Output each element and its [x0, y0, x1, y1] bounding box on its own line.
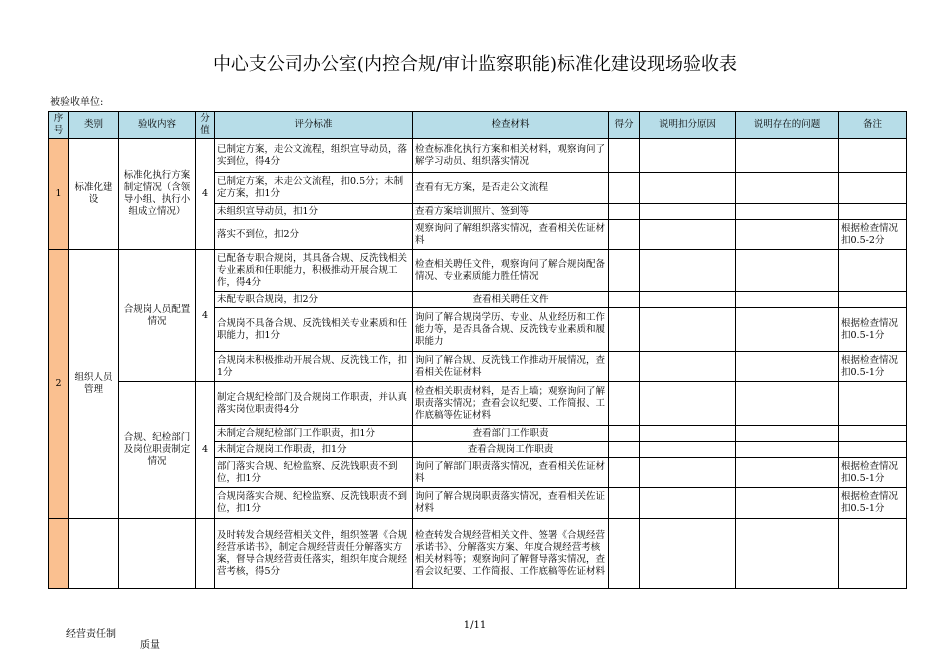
table-row: [49, 382, 907, 426]
remarks-cell: 根据检查情况扣0.5-1分: [839, 308, 907, 352]
material-cell: 询问了解合规、反洗钱工作推动开展情况，查看相关佐证材料: [413, 352, 609, 382]
standard-cell: 未配专职合规岗，扣2分: [215, 292, 413, 308]
remarks-cell: [839, 204, 907, 220]
remarks-cell: [839, 139, 907, 173]
issues-cell[interactable]: [736, 442, 839, 458]
deduction-cell[interactable]: [640, 292, 736, 308]
issues-cell[interactable]: [736, 382, 839, 426]
category-cell: 组织人员管理: [69, 250, 119, 519]
material-cell: 询问了解合规岗学历、专业、从业经历和工作能力等，是否具备合规、反洗钱专业素质和履职能力: [413, 308, 609, 352]
header-standard: 评分标准: [215, 112, 413, 139]
standard-cell: 合规岗未积极推动开展合规、反洗钱工作，扣1分: [215, 352, 413, 382]
issues-cell[interactable]: [736, 458, 839, 488]
issues-cell[interactable]: [736, 173, 839, 204]
points-cell[interactable]: [609, 308, 640, 352]
footer-category: 经营责任制: [66, 629, 116, 640]
points-cell[interactable]: [609, 220, 640, 250]
score-cell: 4: [196, 382, 215, 519]
deduction-cell[interactable]: [640, 139, 736, 173]
deduction-cell[interactable]: [640, 204, 736, 220]
points-cell[interactable]: [609, 250, 640, 292]
points-cell[interactable]: [609, 173, 640, 204]
points-cell[interactable]: [609, 426, 640, 442]
issues-cell[interactable]: [736, 204, 839, 220]
material-cell: 检查相关聘任文件，观察询问了解合规岗配备情况、专业素质能力胜任情况: [413, 250, 609, 292]
issues-cell[interactable]: [736, 352, 839, 382]
content-cell: 标准化执行方案制定情况（含领导小组、执行小组成立情况）: [119, 139, 196, 250]
standard-cell: 已制定方案，未走公文流程，扣0.5分；未制定方案，扣1分: [215, 173, 413, 204]
deduction-cell[interactable]: [640, 519, 736, 589]
remarks-cell: [839, 173, 907, 204]
points-cell[interactable]: [609, 519, 640, 589]
table-row: [49, 519, 907, 589]
issues-cell[interactable]: [736, 519, 839, 589]
header-material: 检查材料: [413, 112, 609, 139]
material-cell: 查看合规岗工作职责: [413, 442, 609, 458]
issues-cell[interactable]: [736, 488, 839, 519]
points-cell[interactable]: [609, 204, 640, 220]
acceptance-table: [48, 111, 907, 589]
header-remarks: 备注: [839, 112, 907, 139]
standard-cell: 及时转发合规经营相关文件，组织签署《合规经营承诺书》，制定合规经营责任分解落实方案，督导合规经营责任落实，组织年度合规经营考核，得5分: [215, 519, 413, 589]
remarks-cell: [839, 519, 907, 589]
remarks-cell: 根据检查情况扣0.5-1分: [839, 458, 907, 488]
score-cell: 4: [196, 139, 215, 250]
points-cell[interactable]: [609, 488, 640, 519]
deduction-cell[interactable]: [640, 426, 736, 442]
standard-cell: 已制定方案，走公文流程，组织宣导动员，落实到位，得4分: [215, 139, 413, 173]
header-score: 分值: [196, 112, 215, 139]
remarks-cell: [839, 250, 907, 292]
score-cell: [196, 519, 215, 589]
points-cell[interactable]: [609, 292, 640, 308]
remarks-cell: [839, 292, 907, 308]
standard-cell: 未制定合规纪检部门工作职责，扣1分: [215, 426, 413, 442]
header-deduction-reason: 说明扣分原因: [640, 112, 736, 139]
deduction-cell[interactable]: [640, 352, 736, 382]
material-cell: 查看部门工作职责: [413, 426, 609, 442]
deduction-cell[interactable]: [640, 442, 736, 458]
score-cell: 4: [196, 250, 215, 382]
deduction-cell[interactable]: [640, 458, 736, 488]
issues-cell[interactable]: [736, 426, 839, 442]
content-cell: 合规岗人员配置情况: [119, 250, 196, 382]
header-row: [49, 112, 907, 139]
standard-cell: 合规岗不具备合规、反洗钱相关专业素质和任职能力，扣1分: [215, 308, 413, 352]
material-cell: 询问了解合规岗职责落实情况，查看相关佐证材料: [413, 488, 609, 519]
header-points: 得分: [609, 112, 640, 139]
remarks-cell: 根据检查情况扣0.5-1分: [839, 352, 907, 382]
deduction-cell[interactable]: [640, 250, 736, 292]
content-cell: 合规、纪检部门及岗位职责制定情况: [119, 382, 196, 519]
material-cell: 查看相关聘任文件: [413, 292, 609, 308]
standard-cell: 制定合规纪检部门及合规岗工作职责，并认真落实岗位职责得4分: [215, 382, 413, 426]
material-cell: 查看方案培训照片、签到等: [413, 204, 609, 220]
remarks-cell: [839, 442, 907, 458]
points-cell[interactable]: [609, 352, 640, 382]
issues-cell[interactable]: [736, 292, 839, 308]
header-issues: 说明存在的问题: [736, 112, 839, 139]
material-cell: 检查相关职责材料，是否上墙；观察询问了解职责落实情况；查看会议纪要、工作简报、工作底稿等佐证材料: [413, 382, 609, 426]
issues-cell[interactable]: [736, 139, 839, 173]
remarks-cell: 根据检查情况扣0.5-2分: [839, 220, 907, 250]
table-row: [49, 139, 907, 173]
issues-cell[interactable]: [736, 220, 839, 250]
deduction-cell[interactable]: [640, 308, 736, 352]
deduction-cell[interactable]: [640, 173, 736, 204]
seq-cell: 1: [49, 139, 69, 250]
material-cell: 查看有无方案，是否走公文流程: [413, 173, 609, 204]
page-title: 中心支公司办公室(内控合规/审计监察职能)标准化建设现场验收表: [212, 54, 738, 75]
issues-cell[interactable]: [736, 308, 839, 352]
category-cell: [69, 519, 119, 589]
table-row: [49, 250, 907, 292]
points-cell[interactable]: [609, 442, 640, 458]
deduction-cell[interactable]: [640, 220, 736, 250]
seq-cell: 2: [49, 250, 69, 519]
header-category: 类别: [69, 112, 119, 139]
material-cell: 观察询问了解组织落实情况，查看相关佐证材料: [413, 220, 609, 250]
category-cell: 标准化建设: [69, 139, 119, 250]
points-cell[interactable]: [609, 458, 640, 488]
standard-cell: 已配备专职合规岗，其具备合规、反洗钱相关专业素质和任职能力，积极推动开展合规工作，得4分: [215, 250, 413, 292]
standard-cell: 部门落实合规、纪检监察、反洗钱职责不到位，扣1分: [215, 458, 413, 488]
remarks-cell: [839, 382, 907, 426]
footer-content: 质量: [140, 640, 160, 651]
header-content: 验收内容: [119, 112, 196, 139]
inspected-unit-label: 被验收单位:: [50, 97, 104, 108]
issues-cell[interactable]: [736, 250, 839, 292]
points-cell[interactable]: [609, 382, 640, 426]
remarks-cell: [839, 426, 907, 442]
material-cell: 检查转发合规经营相关文件、签署《合规经营承诺书》、分解落实方案、年度合规经营考核相关材料等；观察询问了解督导落实情况，查看会议纪要、工作简报、工作底稿等佐证材料: [413, 519, 609, 589]
material-cell: 询问了解部门职责落实情况，查看相关佐证材料: [413, 458, 609, 488]
deduction-cell[interactable]: [640, 382, 736, 426]
standard-cell: 未制定合规岗工作职责，扣1分: [215, 442, 413, 458]
seq-cell: [49, 519, 69, 589]
material-cell: 检查标准化执行方案和相关材料，观察询问了解学习动员、组织落实情况: [413, 139, 609, 173]
standard-cell: 未组织宣导动员，扣1分: [215, 204, 413, 220]
points-cell[interactable]: [609, 139, 640, 173]
standard-cell: 合规岗落实合规、纪检监察、反洗钱职责不到位，扣1分: [215, 488, 413, 519]
content-cell: [119, 519, 196, 589]
header-seq: 序号: [49, 112, 69, 139]
deduction-cell[interactable]: [640, 488, 736, 519]
standard-cell: 落实不到位，扣2分: [215, 220, 413, 250]
remarks-cell: 根据检查情况扣0.5-1分: [839, 488, 907, 519]
page-number: 1/11: [463, 620, 487, 631]
